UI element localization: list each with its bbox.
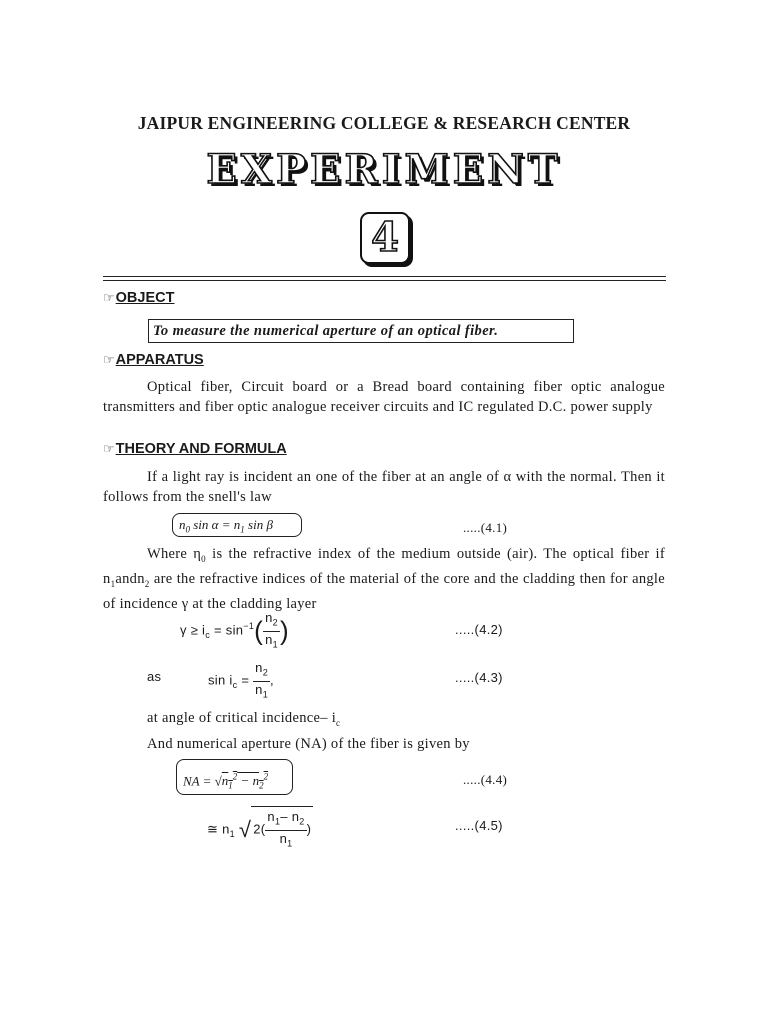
equation-number-4-4: .....(4.4) bbox=[463, 772, 508, 787]
pointing-hand-icon: ☞ bbox=[103, 290, 115, 305]
apparatus-heading-label: APPARATUS bbox=[115, 352, 204, 368]
equation-number-4-5: .....(4.5) bbox=[455, 818, 503, 833]
theory-text-2a: Where η bbox=[147, 546, 202, 562]
theory-paragraph-1 bbox=[103, 467, 665, 507]
apparatus-heading bbox=[103, 352, 204, 368]
critical-text: at angle of critical incidence– i bbox=[147, 710, 337, 726]
theory-heading-label: THEORY AND FORMULA bbox=[115, 441, 287, 457]
object-heading-label: OBJECT bbox=[115, 290, 175, 306]
pointing-hand-icon: ☞ bbox=[103, 352, 115, 367]
college-name: JAIPUR ENGINEERING COLLEGE & RESEARCH CENTER bbox=[137, 113, 631, 133]
experiment-title: EXPERIMENT bbox=[206, 146, 562, 193]
theory-text-2c: andn bbox=[115, 570, 145, 587]
equation-4-2: $\gamma \ge i_c = \sin^{-1}$( $\frac{n_2}{n_1}$ ) bbox=[180, 610, 289, 650]
equation-4-1: $n_0$ $\sin \alpha = n_1$ sin β bbox=[172, 513, 302, 537]
as-label: as bbox=[147, 669, 162, 684]
double-rule-bottom bbox=[103, 280, 666, 281]
apparatus-text: Optical fiber, Circuit board or a Bread board containing fiber optic analogue transmitters and fiber optic analogue receiver circuits and IC regulated D.C. power supply bbox=[103, 379, 665, 415]
equation-number-4-1: .....(4.1) bbox=[463, 520, 508, 535]
theory-text-1: If a light ray is incident an one of the fiber at an angle of α with the normal. Then it follows from the snell's law bbox=[103, 469, 665, 505]
theory-heading bbox=[103, 441, 287, 457]
object-heading bbox=[103, 290, 174, 306]
theory-paragraph-2: Where $\eta_0$ is the refractive index of the medium outside (air). The optical fiber if $n_1andn_2$ are the refractive indices of the material of the core and the cladding then for angle of incidence γ at the cladding layer bbox=[103, 546, 666, 612]
equation-4-5: ≅ $n_1$ √ 2( $\frac{n_1- n_2}{n_1}$ ) bbox=[207, 806, 313, 851]
pointing-hand-icon: ☞ bbox=[103, 441, 115, 456]
experiment-number: 4 bbox=[360, 212, 410, 264]
double-rule-top bbox=[103, 276, 666, 277]
object-box: To measure the numerical aperture of an optical fiber. bbox=[148, 319, 574, 343]
equation-4-3: $\sin i_c$ = $\frac{n_2}{n_1}$ , bbox=[208, 660, 274, 700]
equation-number-4-3: .....(4.3) bbox=[455, 670, 503, 685]
critical-line: at angle of critical incidence– $i_c$ bbox=[147, 710, 341, 728]
theory-text-2b: is the refractive index of the medium outside (air). The optical fiber if n bbox=[103, 546, 666, 587]
equation-number-4-2: .....(4.2) bbox=[455, 622, 503, 637]
apparatus-paragraph bbox=[103, 377, 665, 417]
na-line: And numerical aperture (NA) of the fiber is given by bbox=[147, 736, 470, 752]
theory-text-2d: are the refractive indices of the material of the core and the cladding then for angle of incidence γ at the cladding layer bbox=[103, 570, 665, 612]
equation-4-4: NA = $√n_1^2 - n_2^2$ bbox=[176, 759, 293, 795]
